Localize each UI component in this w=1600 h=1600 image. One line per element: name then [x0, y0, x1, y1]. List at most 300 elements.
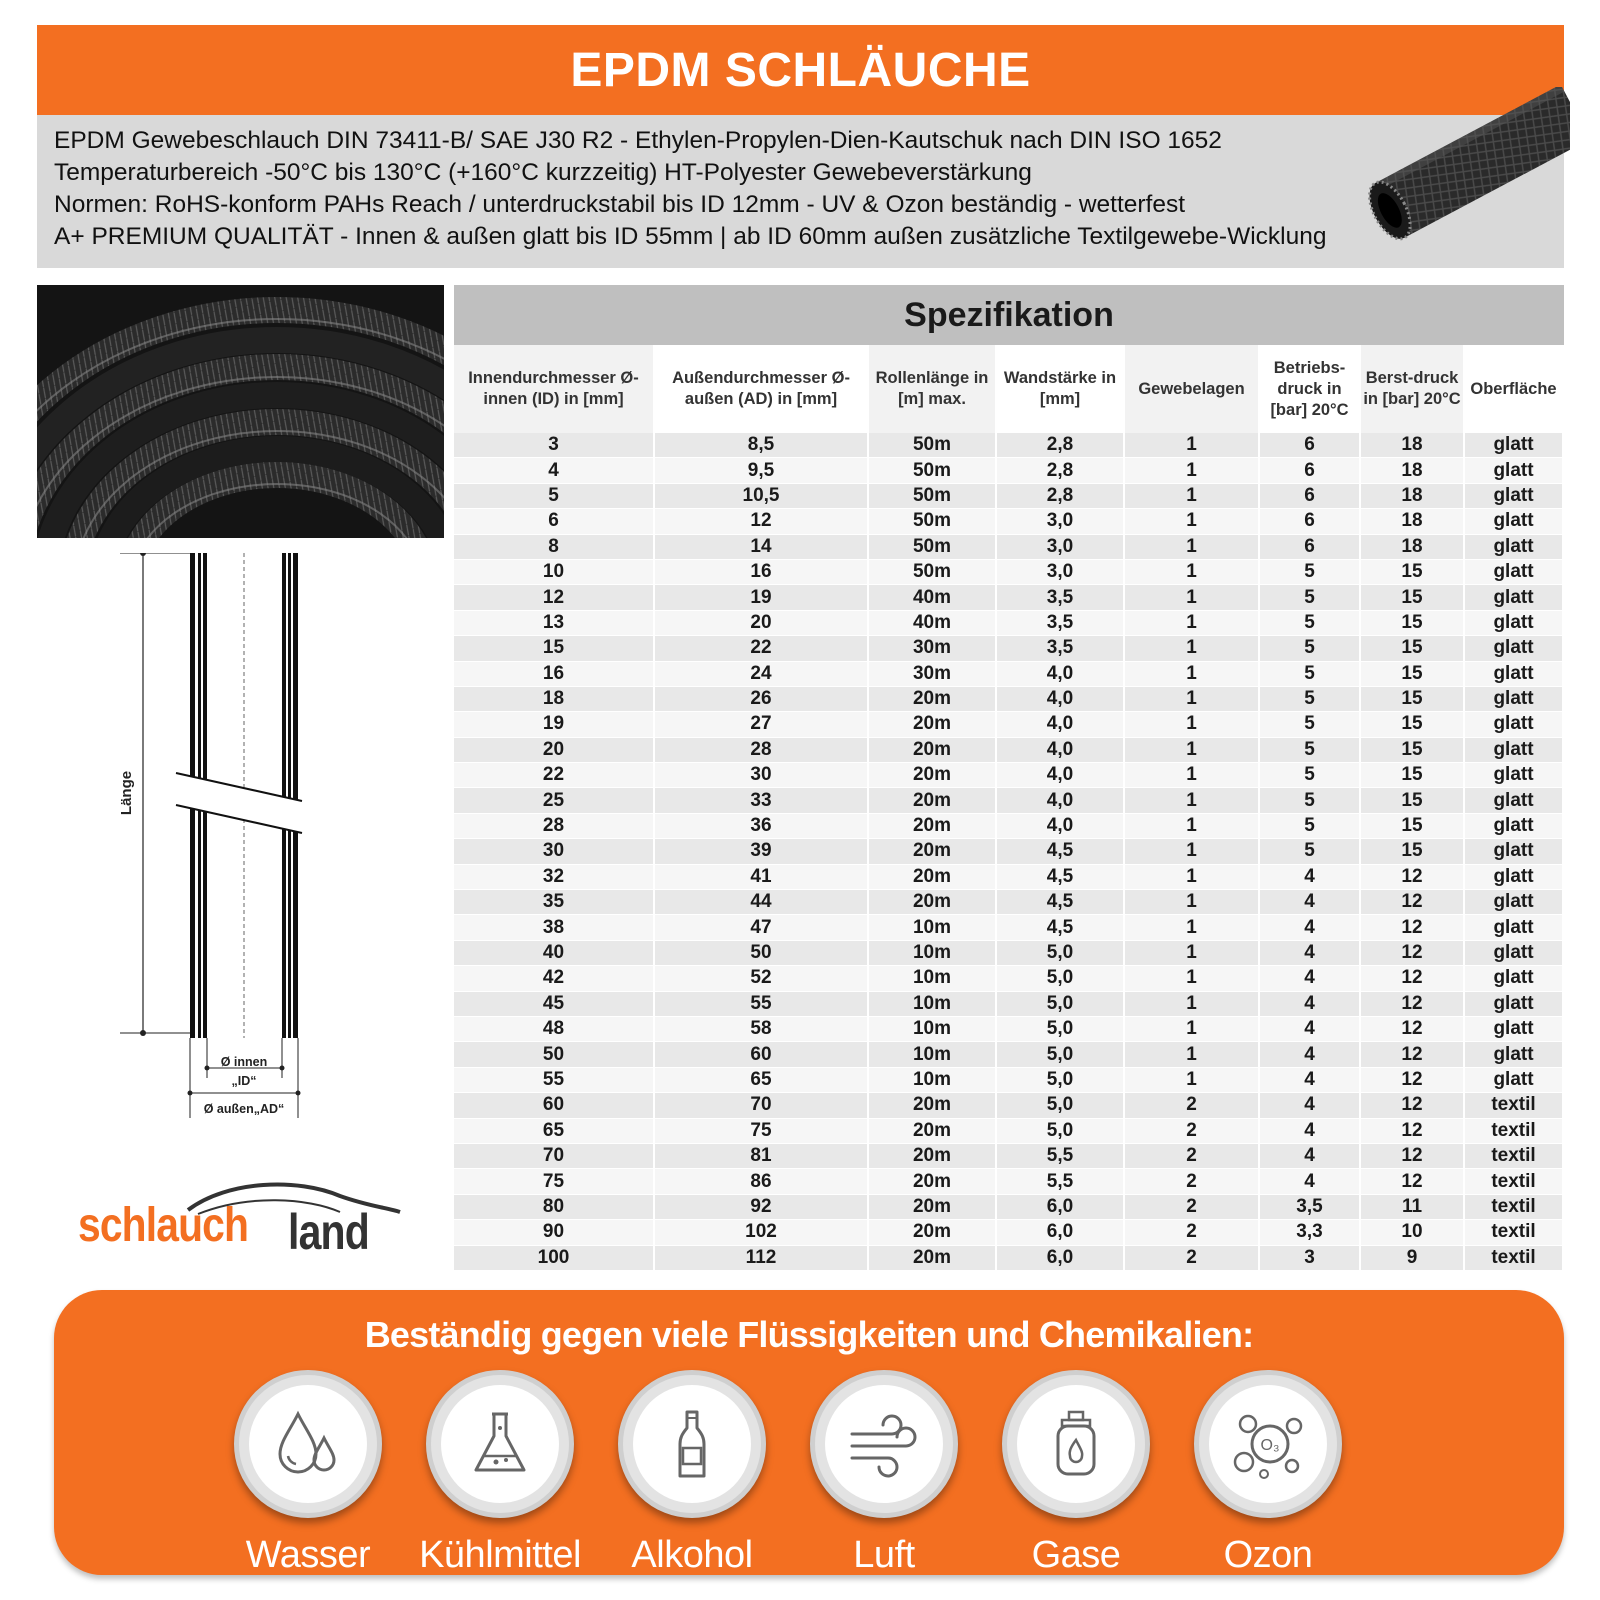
table-row [454, 687, 1564, 712]
table-cell: 75 [655, 1119, 869, 1144]
spec-column-header: Außendurchmesser Ø-außen (AD) in [mm] [655, 345, 869, 433]
table-cell: 18 [454, 687, 655, 712]
brand-logo [78, 1168, 408, 1258]
table-cell: 5,0 [997, 966, 1125, 991]
resistance-title: Beständig gegen viele Flüssigkeiten und Chemikalien: [364, 1314, 1254, 1355]
table-cell: 4 [1260, 915, 1361, 940]
table-cell: glatt [1465, 509, 1564, 534]
table-cell: 65 [454, 1119, 655, 1144]
table-cell: 1 [1125, 966, 1260, 991]
table-cell: 5 [1260, 839, 1361, 864]
spec-column-header: Berst-druck in [bar] 20°C [1361, 345, 1465, 433]
table-cell: 4 [1260, 1119, 1361, 1144]
logo-text-schlauch: schlauch [78, 1199, 249, 1252]
table-cell: textil [1465, 1195, 1564, 1220]
table-cell: glatt [1465, 941, 1564, 966]
table-cell: 1 [1125, 865, 1260, 890]
table-cell: 40m [869, 585, 997, 610]
table-cell: 16 [655, 560, 869, 585]
table-cell: glatt [1465, 687, 1564, 712]
table-cell: 20m [869, 712, 997, 737]
table-cell: 20m [869, 814, 997, 839]
table-cell: 112 [655, 1246, 869, 1271]
table-row [454, 1144, 1564, 1169]
table-cell: 60 [655, 1042, 869, 1067]
table-cell: 20m [869, 738, 997, 763]
table-cell: 27 [655, 712, 869, 737]
table-cell: 1 [1125, 611, 1260, 636]
table-cell: 6 [1260, 484, 1361, 509]
table-cell: glatt [1465, 712, 1564, 737]
table-cell: 5,5 [997, 1169, 1125, 1194]
table-cell: 50m [869, 484, 997, 509]
table-cell: 10m [869, 941, 997, 966]
table-cell: 11 [1361, 1195, 1465, 1220]
description-box [37, 115, 1564, 268]
table-cell: 18 [1361, 484, 1465, 509]
wind-icon [844, 1404, 924, 1484]
table-cell: 10 [1361, 1220, 1465, 1245]
table-cell: 50m [869, 458, 997, 483]
table-cell: 19 [655, 585, 869, 610]
table-cell: 13 [454, 611, 655, 636]
table-row [454, 1169, 1564, 1194]
table-row [454, 941, 1564, 966]
table-cell: 1 [1125, 992, 1260, 1017]
table-cell: 4,0 [997, 763, 1125, 788]
table-cell: 5 [1260, 763, 1361, 788]
table-row [454, 1017, 1564, 1042]
table-cell: 2 [1125, 1220, 1260, 1245]
table-cell: 3,5 [997, 611, 1125, 636]
table-cell: 28 [454, 814, 655, 839]
table-cell: 5 [1260, 738, 1361, 763]
table-cell: 1 [1125, 433, 1260, 458]
table-cell: glatt [1465, 788, 1564, 813]
table-cell: 15 [1361, 788, 1465, 813]
table-cell: 4,5 [997, 839, 1125, 864]
table-cell: 15 [1361, 687, 1465, 712]
table-cell: 12 [1361, 1068, 1465, 1093]
table-cell: 55 [454, 1068, 655, 1093]
table-cell: 5 [1260, 788, 1361, 813]
table-cell: 4,5 [997, 915, 1125, 940]
table-cell: 50m [869, 535, 997, 560]
table-cell: 50 [655, 941, 869, 966]
table-row [454, 611, 1564, 636]
table-cell: 12 [1361, 865, 1465, 890]
table-row [454, 712, 1564, 737]
table-cell: textil [1465, 1144, 1564, 1169]
table-cell: 3,0 [997, 535, 1125, 560]
table-cell: 12 [1361, 941, 1465, 966]
table-cell: 9,5 [655, 458, 869, 483]
table-cell: 38 [454, 915, 655, 940]
table-cell: glatt [1465, 535, 1564, 560]
table-cell: 36 [655, 814, 869, 839]
table-cell: 15 [1361, 763, 1465, 788]
table-cell: 8 [454, 535, 655, 560]
table-cell: 1 [1125, 687, 1260, 712]
table-cell: 35 [454, 890, 655, 915]
water-drops-icon [268, 1404, 348, 1484]
table-cell: 4 [1260, 1169, 1361, 1194]
table-cell: 15 [1361, 560, 1465, 585]
table-row [454, 839, 1564, 864]
table-cell: 86 [655, 1169, 869, 1194]
table-cell: 6 [1260, 433, 1361, 458]
table-cell: 40m [869, 611, 997, 636]
logo-text-land: land [288, 1204, 370, 1260]
table-row [454, 1246, 1564, 1271]
table-cell: 1 [1125, 738, 1260, 763]
table-cell: 10m [869, 966, 997, 991]
table-cell: 92 [655, 1195, 869, 1220]
table-cell: 6,0 [997, 1195, 1125, 1220]
table-cell: glatt [1465, 611, 1564, 636]
ozone-bubbles-icon [1226, 1402, 1310, 1486]
table-cell: 3,0 [997, 509, 1125, 534]
table-cell: glatt [1465, 458, 1564, 483]
gas-cylinder-icon [1036, 1404, 1116, 1484]
table-cell: 4 [1260, 1017, 1361, 1042]
outer-diameter-label: Ø außen„AD“ [203, 1102, 285, 1116]
table-cell: 15 [1361, 839, 1465, 864]
table-row [454, 966, 1564, 991]
table-cell: 1 [1125, 458, 1260, 483]
table-cell: 15 [1361, 585, 1465, 610]
table-cell: 2 [1125, 1144, 1260, 1169]
table-cell: 5 [454, 484, 655, 509]
table-cell: 1 [1125, 839, 1260, 864]
table-cell: 4 [1260, 992, 1361, 1017]
table-cell: 32 [454, 865, 655, 890]
table-cell: 12 [1361, 1169, 1465, 1194]
hose-illustration [1350, 87, 1570, 257]
table-cell: 10m [869, 1017, 997, 1042]
table-cell: 18 [1361, 509, 1465, 534]
table-row [454, 535, 1564, 560]
table-cell: 4 [1260, 941, 1361, 966]
description-line: Normen: RoHS-konform PAHs Reach / unterdruckstabil bis ID 12mm - UV & Ozon beständig - wetterfest [54, 191, 1186, 218]
table-cell: 12 [1361, 992, 1465, 1017]
chem-label: Luft [853, 1534, 915, 1576]
hose-dimension-diagram [110, 553, 320, 1133]
table-cell: 58 [655, 1017, 869, 1042]
table-cell: 4,0 [997, 788, 1125, 813]
table-cell: 15 [1361, 662, 1465, 687]
table-cell: 4,5 [997, 865, 1125, 890]
table-cell: 45 [454, 992, 655, 1017]
spec-column-header: Rollenlänge in [m] max. [869, 345, 997, 433]
table-cell: 2 [1125, 1093, 1260, 1118]
table-cell: 4 [1260, 1093, 1361, 1118]
table-row [454, 763, 1564, 788]
table-cell: 20m [869, 763, 997, 788]
table-cell: 6 [1260, 535, 1361, 560]
table-cell: 20m [869, 1119, 997, 1144]
table-cell: 25 [454, 788, 655, 813]
table-cell: 1 [1125, 712, 1260, 737]
table-cell: 12 [655, 509, 869, 534]
table-cell: 15 [1361, 611, 1465, 636]
table-cell: 20m [869, 1144, 997, 1169]
table-cell: 30m [869, 636, 997, 661]
table-cell: glatt [1465, 992, 1564, 1017]
table-cell: 5 [1260, 611, 1361, 636]
chem-label: Alkohol [631, 1534, 753, 1576]
table-cell: glatt [1465, 839, 1564, 864]
table-cell: 4 [454, 458, 655, 483]
table-cell: 20m [869, 687, 997, 712]
table-cell: 5,5 [997, 1144, 1125, 1169]
table-cell: 5,0 [997, 1068, 1125, 1093]
table-cell: 3 [1260, 1246, 1361, 1271]
spec-column-header: Oberfläche [1465, 345, 1564, 433]
table-cell: 30 [454, 839, 655, 864]
table-cell: 30m [869, 662, 997, 687]
table-cell: glatt [1465, 763, 1564, 788]
chem-item-gase [976, 1370, 1176, 1577]
table-cell: 20m [869, 865, 997, 890]
table-cell: glatt [1465, 560, 1564, 585]
table-cell: 5,0 [997, 941, 1125, 966]
table-cell: glatt [1465, 738, 1564, 763]
table-cell: 10m [869, 1042, 997, 1067]
table-row [454, 1093, 1564, 1118]
title-banner [37, 25, 1564, 115]
table-cell: textil [1465, 1246, 1564, 1271]
table-cell: 70 [655, 1093, 869, 1118]
table-cell: 4,0 [997, 687, 1125, 712]
table-cell: 6,0 [997, 1246, 1125, 1271]
table-cell: 28 [655, 738, 869, 763]
table-cell: 102 [655, 1220, 869, 1245]
chem-item-luft [784, 1370, 984, 1577]
table-cell: 15 [1361, 636, 1465, 661]
table-cell: textil [1465, 1220, 1564, 1245]
table-row [454, 992, 1564, 1017]
table-cell: glatt [1465, 814, 1564, 839]
table-cell: glatt [1465, 636, 1564, 661]
table-cell: 15 [1361, 738, 1465, 763]
table-cell: 5,0 [997, 992, 1125, 1017]
table-cell: 2 [1125, 1195, 1260, 1220]
table-cell: 1 [1125, 763, 1260, 788]
table-cell: glatt [1465, 585, 1564, 610]
table-cell: 5 [1260, 814, 1361, 839]
table-row [454, 1220, 1564, 1245]
table-cell: textil [1465, 1093, 1564, 1118]
table-cell: 12 [1361, 1042, 1465, 1067]
description-line: A+ PREMIUM QUALITÄT - Innen & außen glatt bis ID 55mm | ab ID 60mm außen zusätzliche Textilgewebe-Wicklung [54, 223, 1327, 250]
table-cell: 3,5 [1260, 1195, 1361, 1220]
table-row [454, 788, 1564, 813]
table-cell: glatt [1465, 915, 1564, 940]
table-cell: 40 [454, 941, 655, 966]
table-cell: 16 [454, 662, 655, 687]
table-cell: 2,8 [997, 484, 1125, 509]
table-cell: 48 [454, 1017, 655, 1042]
table-cell: 1 [1125, 636, 1260, 661]
chem-item-alkohol [592, 1370, 792, 1577]
table-cell: 33 [655, 788, 869, 813]
table-cell: 70 [454, 1144, 655, 1169]
table-cell: 1 [1125, 890, 1260, 915]
table-cell: 26 [655, 687, 869, 712]
table-cell: glatt [1465, 966, 1564, 991]
table-cell: 20m [869, 890, 997, 915]
table-cell: 44 [655, 890, 869, 915]
table-cell: glatt [1465, 890, 1564, 915]
table-row [454, 1068, 1564, 1093]
table-cell: 1 [1125, 484, 1260, 509]
table-cell: 2,8 [997, 433, 1125, 458]
description-line: Temperaturbereich -50°C bis 130°C (+160°C kurzzeitig) HT-Polyester Gewebeverstärkung [54, 159, 1032, 186]
table-cell: 20m [869, 1220, 997, 1245]
table-cell: 12 [1361, 915, 1465, 940]
table-cell: 5 [1260, 712, 1361, 737]
spec-grid [454, 345, 1564, 1271]
table-cell: 50 [454, 1042, 655, 1067]
spec-column-header: Wandstärke in [mm] [997, 345, 1125, 433]
spec-header-row [454, 345, 1564, 433]
table-cell: 19 [454, 712, 655, 737]
table-cell: 5 [1260, 636, 1361, 661]
table-cell: 2 [1125, 1246, 1260, 1271]
description-line: EPDM Gewebeschlauch DIN 73411-B/ SAE J30 R2 - Ethylen-Propylen-Dien-Kautschuk nach DIN ISO 1652 [54, 127, 1222, 154]
table-row [454, 662, 1564, 687]
table-cell: 1 [1125, 814, 1260, 839]
table-cell: 20 [655, 611, 869, 636]
table-cell: 5 [1260, 687, 1361, 712]
table-row [454, 585, 1564, 610]
table-row [454, 865, 1564, 890]
table-cell: 4,0 [997, 712, 1125, 737]
table-cell: 4 [1260, 1144, 1361, 1169]
table-cell: 1 [1125, 560, 1260, 585]
table-cell: 10,5 [655, 484, 869, 509]
table-cell: 4 [1260, 1068, 1361, 1093]
spec-column-header: Gewebelagen [1125, 345, 1260, 433]
table-cell: 18 [1361, 433, 1465, 458]
table-cell: 3,5 [997, 636, 1125, 661]
table-cell: 1 [1125, 1017, 1260, 1042]
table-cell: 55 [655, 992, 869, 1017]
spec-column-header: Betriebs-druck in [bar] 20°C [1260, 345, 1361, 433]
table-cell: 4,0 [997, 738, 1125, 763]
table-cell: 2,8 [997, 458, 1125, 483]
table-cell: 1 [1125, 1068, 1260, 1093]
table-cell: 39 [655, 839, 869, 864]
table-cell: glatt [1465, 1068, 1564, 1093]
hose-coil-photo [37, 285, 444, 538]
table-cell: 5 [1260, 585, 1361, 610]
chem-label: Ozon [1223, 1534, 1313, 1576]
table-cell: 9 [1361, 1246, 1465, 1271]
table-cell: 5,0 [997, 1119, 1125, 1144]
flask-icon [460, 1404, 540, 1484]
table-cell: 12 [1361, 1093, 1465, 1118]
table-cell: textil [1465, 1119, 1564, 1144]
table-cell: 4,5 [997, 890, 1125, 915]
table-cell: 30 [655, 763, 869, 788]
table-cell: 22 [655, 636, 869, 661]
spec-title: Spezifikation [454, 285, 1564, 345]
table-cell: 1 [1125, 1042, 1260, 1067]
table-cell: 4 [1260, 890, 1361, 915]
table-cell: 5,0 [997, 1017, 1125, 1042]
chem-label: Wasser [245, 1534, 371, 1576]
table-cell: 22 [454, 763, 655, 788]
table-cell: 5,0 [997, 1093, 1125, 1118]
table-cell: 20m [869, 1093, 997, 1118]
table-cell: 6 [454, 509, 655, 534]
table-cell: 10 [454, 560, 655, 585]
table-cell: 20m [869, 1195, 997, 1220]
table-cell: 50m [869, 509, 997, 534]
table-cell: 1 [1125, 662, 1260, 687]
table-row [454, 814, 1564, 839]
table-cell: 4,0 [997, 662, 1125, 687]
table-cell: 6,0 [997, 1220, 1125, 1245]
table-cell: 1 [1125, 535, 1260, 560]
table-row [454, 484, 1564, 509]
table-cell: 5,0 [997, 1042, 1125, 1067]
page-title: EPDM SCHLÄUCHE [570, 43, 1031, 97]
table-cell: glatt [1465, 662, 1564, 687]
table-cell: 75 [454, 1169, 655, 1194]
table-cell: glatt [1465, 1017, 1564, 1042]
table-cell: glatt [1465, 1042, 1564, 1067]
table-cell: 3,3 [1260, 1220, 1361, 1245]
table-cell: 12 [1361, 966, 1465, 991]
table-row [454, 509, 1564, 534]
table-cell: 20m [869, 1169, 997, 1194]
table-cell: 81 [655, 1144, 869, 1169]
chem-label: Gase [1031, 1534, 1121, 1576]
table-cell: 5 [1260, 560, 1361, 585]
table-cell: 18 [1361, 535, 1465, 560]
table-cell: 20m [869, 788, 997, 813]
table-cell: 15 [1361, 712, 1465, 737]
table-cell: 12 [1361, 1119, 1465, 1144]
table-cell: 42 [454, 966, 655, 991]
bottle-icon [652, 1404, 732, 1484]
table-cell: 60 [454, 1093, 655, 1118]
table-cell: 3,5 [997, 585, 1125, 610]
table-cell: 100 [454, 1246, 655, 1271]
resistance-panel [54, 1290, 1564, 1575]
table-cell: 12 [1361, 1017, 1465, 1042]
table-row [454, 1195, 1564, 1220]
table-cell: 24 [655, 662, 869, 687]
table-cell: 6 [1260, 509, 1361, 534]
table-row [454, 1042, 1564, 1067]
table-cell: glatt [1465, 484, 1564, 509]
table-cell: 1 [1125, 509, 1260, 534]
table-cell: glatt [1465, 865, 1564, 890]
table-cell: 12 [454, 585, 655, 610]
table-cell: 8,5 [655, 433, 869, 458]
table-row [454, 433, 1564, 458]
table-cell: 5 [1260, 662, 1361, 687]
table-cell: 14 [655, 535, 869, 560]
table-cell: 80 [454, 1195, 655, 1220]
table-cell: 6 [1260, 458, 1361, 483]
table-row [454, 560, 1564, 585]
svg-text:O₃: O₃ [1260, 1437, 1280, 1454]
